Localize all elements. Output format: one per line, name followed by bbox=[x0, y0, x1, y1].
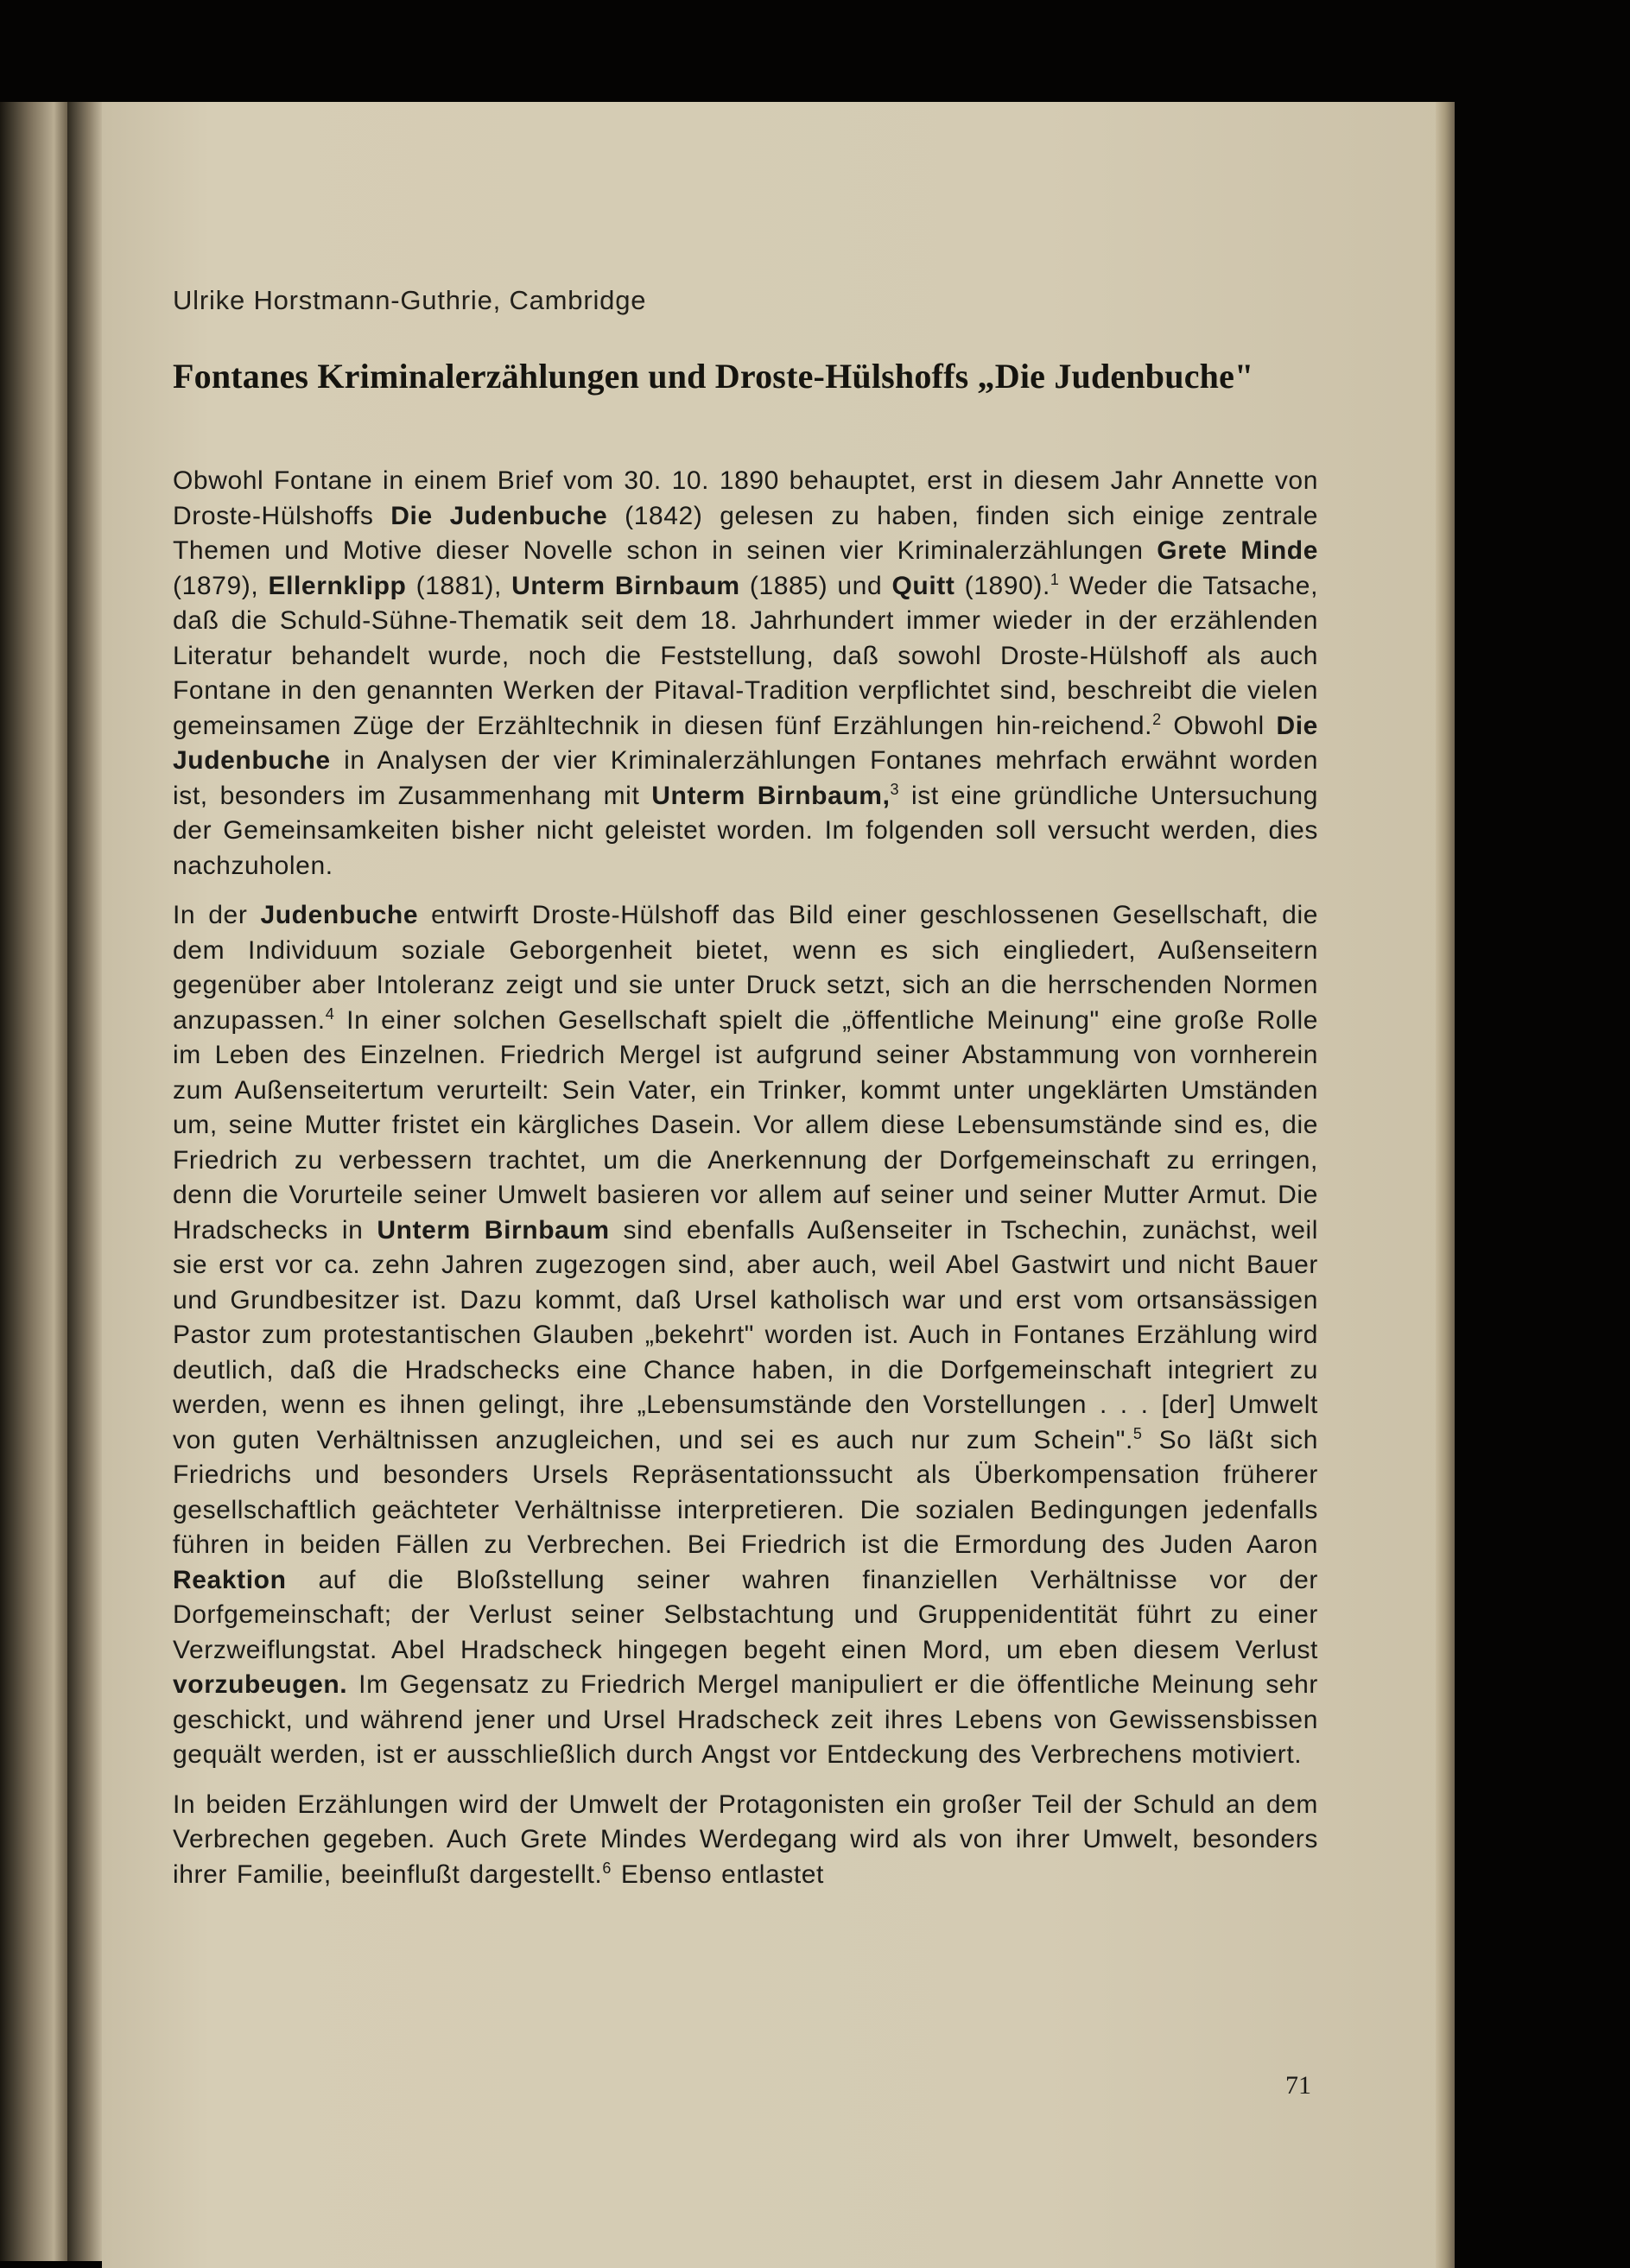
paragraph bbox=[173, 1788, 1318, 1893]
author-line: Ulrike Horstmann-Guthrie, Cambridge bbox=[173, 285, 647, 315]
text-run: In der bbox=[173, 901, 261, 929]
work-title: Unterm Birnbaum bbox=[511, 571, 740, 600]
text-run: (1890). bbox=[955, 571, 1050, 600]
text-run: In beiden Erzählungen wird der Umwelt der Protagonisten ein großer Teil der Schuld an dem Verbrechen gegeben. Auch Grete Mindes Werdegang wird als von ihrer Umwelt, besonders ihrer Familie, beeinflußt dargestellt. bbox=[173, 1790, 1318, 1889]
text-run: (1881), bbox=[406, 571, 512, 600]
previous-page-edge bbox=[0, 102, 67, 2261]
article-body bbox=[173, 464, 1318, 1892]
footnote-marker: 4 bbox=[325, 1004, 335, 1023]
text-run: sind ebenfalls Außenseiter in Tschechin, zunächst, weil sie erst vor ca. zehn Jahren zugezogen sind, aber auch, weil Abel Gastwirt und nicht Bauer und Grundbesitzer ist. Dazu kommt, daß Ursel katholisch war und erst vom ortsansässigen Pastor zum protestantischen Glauben „bekehrt" worden ist. Auch in Fontanes Erzählung wird deutlich, daß die Hradschecks eine Chance haben, in die Dorfgemeinschaft integriert zu werden, wenn es ihnen gelingt, ihre „Lebensumstände den Vorstellungen . . . [der] Umwelt von guten Verhältnissen anzugleichen, und sei es auch nur zum Schein". bbox=[173, 1215, 1319, 1454]
footnote-marker: 6 bbox=[602, 1859, 612, 1877]
text-run: Obwohl Fontane in einem Brief vom 30. 10. 1890 behauptet, erst in diesem Jahr Annette von Droste-Hülshoffs bbox=[173, 466, 1318, 530]
text-run: ist eine gründliche Untersuchung der Gemeinsamkeiten bisher nicht geleistet worden. Im folgenden soll versucht werden, dies nachzuholen. bbox=[173, 781, 1318, 880]
text-run: (1842) gelesen zu haben, finden sich einige zentrale Themen und Motive dieser Novelle schon in seinen vier Kriminalerzählungen bbox=[173, 501, 1318, 565]
work-title: vorzubeugen. bbox=[173, 1670, 348, 1699]
work-title: Reaktion bbox=[173, 1565, 287, 1594]
text-run: (1885) und bbox=[739, 571, 892, 600]
work-title: Unterm Birnbaum, bbox=[651, 781, 891, 810]
text-run: Weder die Tatsache, daß die Schuld-Sühne-Thematik seit dem 18. Jahrhundert immer wieder in der erzählenden Literatur behandelt wurde, noch die Feststellung, daß sowohl Droste-Hülshoff als auch Fontane in den genannten Werken der Pitaval-Tradition verpflichtet sind, beschreibt die vielen gemeinsamen Züge der Erzähltechnik in diesen fünf Erzählungen hin-reichend. bbox=[173, 571, 1319, 740]
text-run: So läßt sich Friedrichs und besonders Ursels Repräsentationssucht als Überkompensation früherer gesellschaftlich geächteter Verhältnisse interpretieren. Die sozialen Bedingungen jedenfalls führen in beiden Fällen zu Verbrechen. Bei Friedrich ist die Ermordung des Juden Aaron bbox=[173, 1425, 1318, 1559]
text-run: Im Gegensatz zu Friedrich Mergel manipuliert er die öffentliche Meinung sehr geschickt, und während jener und Ursel Hradscheck zeit ihres Lebens von Gewissensbissen gequält werden, ist er ausschließlich durch Angst vor Entdeckung des Verbrechens motiviert. bbox=[173, 1670, 1318, 1769]
work-title: Die Judenbuche bbox=[173, 711, 1318, 775]
text-run: in Analysen der vier Kriminalerzählungen Fontanes mehrfach erwähnt worden ist, besonders im Zusammenhang mit bbox=[173, 746, 1318, 810]
text-run: Obwohl bbox=[1161, 711, 1277, 740]
text-run: auf die Bloßstellung seiner wahren finanziellen Verhältnisse vor der Dorfgemeinschaft; der Verlust seiner Selbstachtung und Gruppenidentität führt zu einer Verzweiflungstat. Abel Hradscheck hingegen begeht einen Mord, um eben diesem Verlust bbox=[173, 1565, 1318, 1664]
page-text bbox=[173, 285, 1318, 1907]
work-title: Quitt bbox=[891, 571, 955, 600]
footnote-marker: 5 bbox=[1132, 1424, 1143, 1442]
footnote-marker: 2 bbox=[1152, 710, 1162, 728]
footnote-marker: 3 bbox=[890, 780, 900, 798]
book-gutter bbox=[67, 102, 104, 2261]
work-title: Unterm Birnbaum bbox=[377, 1215, 610, 1245]
text-run: Ebenso entlastet bbox=[611, 1859, 824, 1889]
article-title: Fontanes Kriminalerzählungen und Droste-Hülshoffs „Die Judenbuche" bbox=[173, 357, 1254, 396]
paragraph bbox=[173, 898, 1318, 1773]
paragraph bbox=[173, 464, 1318, 884]
work-title: Grete Minde bbox=[1157, 536, 1318, 565]
text-run: (1879), bbox=[173, 571, 269, 600]
footnote-marker: 1 bbox=[1050, 570, 1060, 588]
page-edge-shadow bbox=[1436, 102, 1455, 2268]
work-title: Judenbuche bbox=[260, 901, 419, 929]
text-run: In einer solchen Gesellschaft spielt die „öffentliche Meinung" eine große Rolle im Leben des Einzelnen. Friedrich Mergel ist aufgrund seiner Abstammung von vornherein zum Außenseitertum verurteilt: Sein Vater, ein Trinker, kommt unter ungeklärten Umständen um, seine Mutter fristet ein kärgliches Dasein. Vor allem diese Lebensumstände sind es, die Friedrich zu verbessern trachtet, um die Anerkennung der Dorfgemeinschaft zu erringen, denn die Vorurteile seiner Umwelt basieren vor allem auf seiner und seiner Mutter Armut. Die Hradschecks in bbox=[173, 1005, 1318, 1245]
work-title: Die Judenbuche bbox=[390, 501, 608, 530]
text-run: entwirft Droste-Hülshoff das Bild einer geschlossenen Gesellschaft, die dem Individuum soziale Geborgenheit bietet, wenn es sich eingliedert, Außenseitern gegenüber aber Intoleranz zeigt und sie unter Druck setzt, sich an die herrschenden Normen anzupassen. bbox=[173, 901, 1318, 1035]
page-number: 71 bbox=[1285, 2071, 1311, 2100]
work-title: Ellernklipp bbox=[268, 571, 407, 600]
